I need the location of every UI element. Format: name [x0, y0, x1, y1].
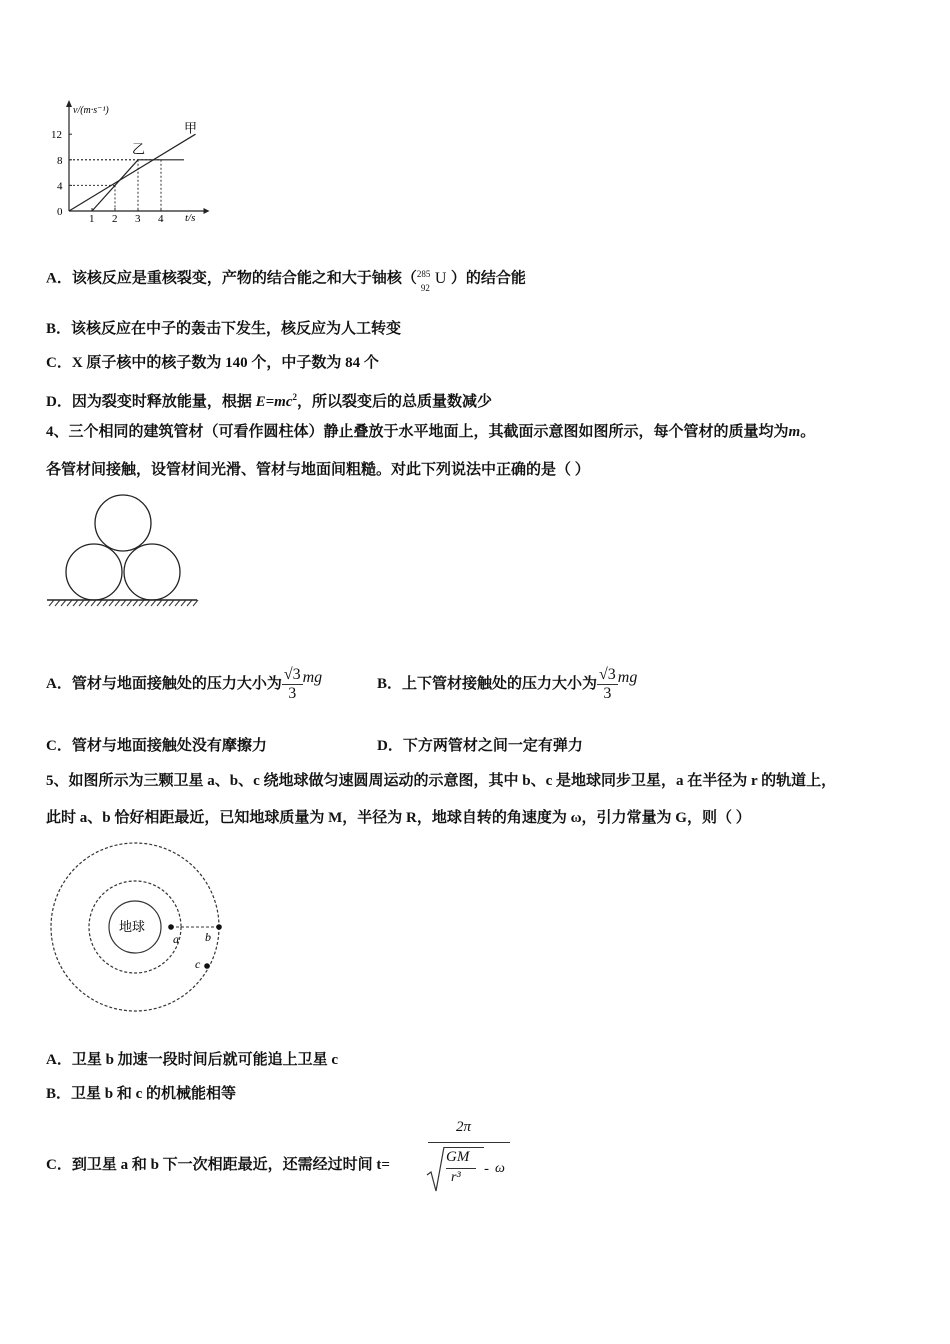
- hatch-mark: [193, 600, 198, 606]
- graph-xlabel: t/s: [185, 212, 196, 224]
- option-3c: C．X 原子核中的核子数为 140 个，中子数为 84 个: [46, 355, 379, 371]
- hatch-mark: [55, 600, 60, 606]
- series-label: 甲: [184, 120, 198, 136]
- option-4a-fraction: [282, 666, 303, 703]
- question-5-line1: 5、如图所示为三颗卫星 a、b、c 绕地球做匀速圆周运动的示意图，其中 b、c 是地球同步卫星，a 在半径为 r 的轨道上，: [46, 773, 837, 789]
- satellite-b: [216, 924, 222, 930]
- uranium-isotope: [417, 264, 451, 294]
- r3-label: r³: [451, 1170, 461, 1185]
- hatch-mark: [67, 600, 72, 606]
- hatch-mark: [91, 600, 96, 606]
- satellite-c: [204, 963, 210, 969]
- hatch-mark: [49, 600, 54, 606]
- hatch-mark: [61, 600, 66, 606]
- graph-ylabel: v/(m·s⁻¹): [73, 105, 109, 116]
- graph-origin: 0: [57, 206, 63, 218]
- option-3a-text: A．该核反应是重核裂变，产物的结合能之和大于铀核（: [46, 270, 417, 287]
- hatch-mark: [79, 600, 84, 606]
- hatch-mark: [85, 600, 90, 606]
- option-4b-text: B．上下管材接触处的压力大小为: [377, 675, 598, 692]
- gm-label: GM: [446, 1149, 470, 1165]
- option-4c: C．管材与地面接触处没有摩擦力: [46, 738, 267, 754]
- hatch-mark: [187, 600, 192, 606]
- x-tick-label: 3: [135, 213, 141, 225]
- option-5a: A．卫星 b 加速一段时间后就可能追上卫星 c: [46, 1052, 339, 1068]
- ground-hatch: [49, 600, 198, 606]
- hatch-mark: [157, 600, 162, 606]
- question-5-line2: 此时 a、b 恰好相距最近，已知地球质量为 M，半径为 R，地球自转的角速度为 ω，引力常量为 G，则（ ）: [46, 810, 751, 826]
- option-3b: B．该核反应在中子的轰击下发生，核反应为人工转变: [46, 321, 402, 337]
- hatch-mark: [175, 600, 180, 606]
- mass-number: 285: [416, 269, 431, 279]
- hatch-mark: [115, 600, 120, 606]
- pipe-top: [95, 495, 151, 551]
- hatch-mark: [97, 600, 102, 606]
- pipe-bottom-right: [124, 544, 180, 600]
- period-formula: [424, 1115, 514, 1195]
- hatch-mark: [121, 600, 126, 606]
- q4-text: 4、三个相同的建筑管材（可看作圆柱体）静止叠放于水平地面上，其截面示意图如图所示，每个管材的质量均为: [46, 424, 789, 440]
- hatch-mark: [109, 600, 114, 606]
- question-4-line2: 各管材间接触，设管材间光滑、管材与地面间粗糙。对此下列说法中正确的是（ ）: [46, 462, 590, 478]
- x-tick-label: 2: [112, 213, 118, 225]
- option-3d: [46, 387, 492, 412]
- hatch-mark: [145, 600, 150, 606]
- option-5c: C．到卫星 a 和 b 下一次相距最近，还需经过时间 t=: [46, 1157, 390, 1173]
- pipe-bottom-left: [66, 544, 122, 600]
- formula-fraction-bar: [428, 1142, 510, 1143]
- option-4b-fraction: [597, 666, 618, 703]
- formula: E=mc: [255, 394, 293, 410]
- earth-label: 地球: [119, 919, 146, 934]
- option-4a-mg: mg: [302, 668, 323, 686]
- option-4b: [377, 666, 637, 703]
- atomic-number: 92: [420, 283, 430, 293]
- frac-den: 3: [288, 685, 297, 702]
- x-tick-label: 4: [158, 213, 164, 225]
- element-symbol: U: [434, 270, 447, 287]
- hatch-mark: [151, 600, 156, 606]
- pipes-diagram: [45, 493, 200, 608]
- omega-label: ω: [495, 1161, 505, 1176]
- frac-num: √3: [599, 666, 616, 683]
- hatch-mark: [181, 600, 186, 606]
- option-3d-end: ，所以裂变后的总质量数减少: [296, 394, 492, 410]
- satellite-diagram: [45, 840, 225, 1020]
- option-4d: D．下方两管材之间一定有弹力: [377, 738, 583, 754]
- satellite-a: [168, 924, 174, 930]
- x-axis-arrow: [204, 208, 210, 214]
- hatch-mark: [103, 600, 108, 606]
- q4-end: 。: [800, 424, 816, 440]
- inner-fraction-bar: [446, 1168, 476, 1169]
- hatch-mark: [133, 600, 138, 606]
- option-3d-text: D．因为裂变时释放能量，根据: [46, 394, 256, 410]
- minus-sign: -: [484, 1161, 489, 1177]
- hatch-mark: [127, 600, 132, 606]
- label-a: a: [173, 932, 179, 946]
- hatch-mark: [139, 600, 144, 606]
- vt-graph: [45, 95, 225, 235]
- formula-numerator: 2π: [456, 1119, 472, 1135]
- label-c: c: [195, 957, 201, 971]
- y-tick-label: 8: [57, 154, 63, 167]
- option-3a: [46, 264, 526, 294]
- option-5b: B．卫星 b 和 c 的机械能相等: [46, 1086, 237, 1102]
- q4-mass-symbol: m: [788, 424, 801, 440]
- option-4a: [46, 666, 322, 703]
- y-tick-label: 4: [57, 180, 63, 193]
- question-4-line1: [46, 422, 815, 442]
- hatch-mark: [169, 600, 174, 606]
- y-tick-label: 12: [51, 129, 62, 142]
- radical-overline: [444, 1147, 484, 1148]
- option-4b-mg: mg: [617, 668, 638, 686]
- series-label: 乙: [132, 141, 146, 157]
- option-4a-text: A．管材与地面接触处的压力大小为: [46, 675, 282, 692]
- vt-plot: [51, 100, 210, 225]
- y-axis-arrow: [66, 100, 72, 107]
- label-b: b: [205, 930, 211, 944]
- option-3a-end: ）的结合能: [450, 270, 526, 287]
- radical-sign: [426, 1145, 446, 1193]
- frac-num: √3: [283, 666, 301, 683]
- hatch-mark: [73, 600, 78, 606]
- frac-den: 3: [603, 685, 612, 702]
- x-tick-label: 1: [89, 213, 95, 225]
- formula-exponent: 2: [292, 392, 297, 402]
- hatch-mark: [163, 600, 168, 606]
